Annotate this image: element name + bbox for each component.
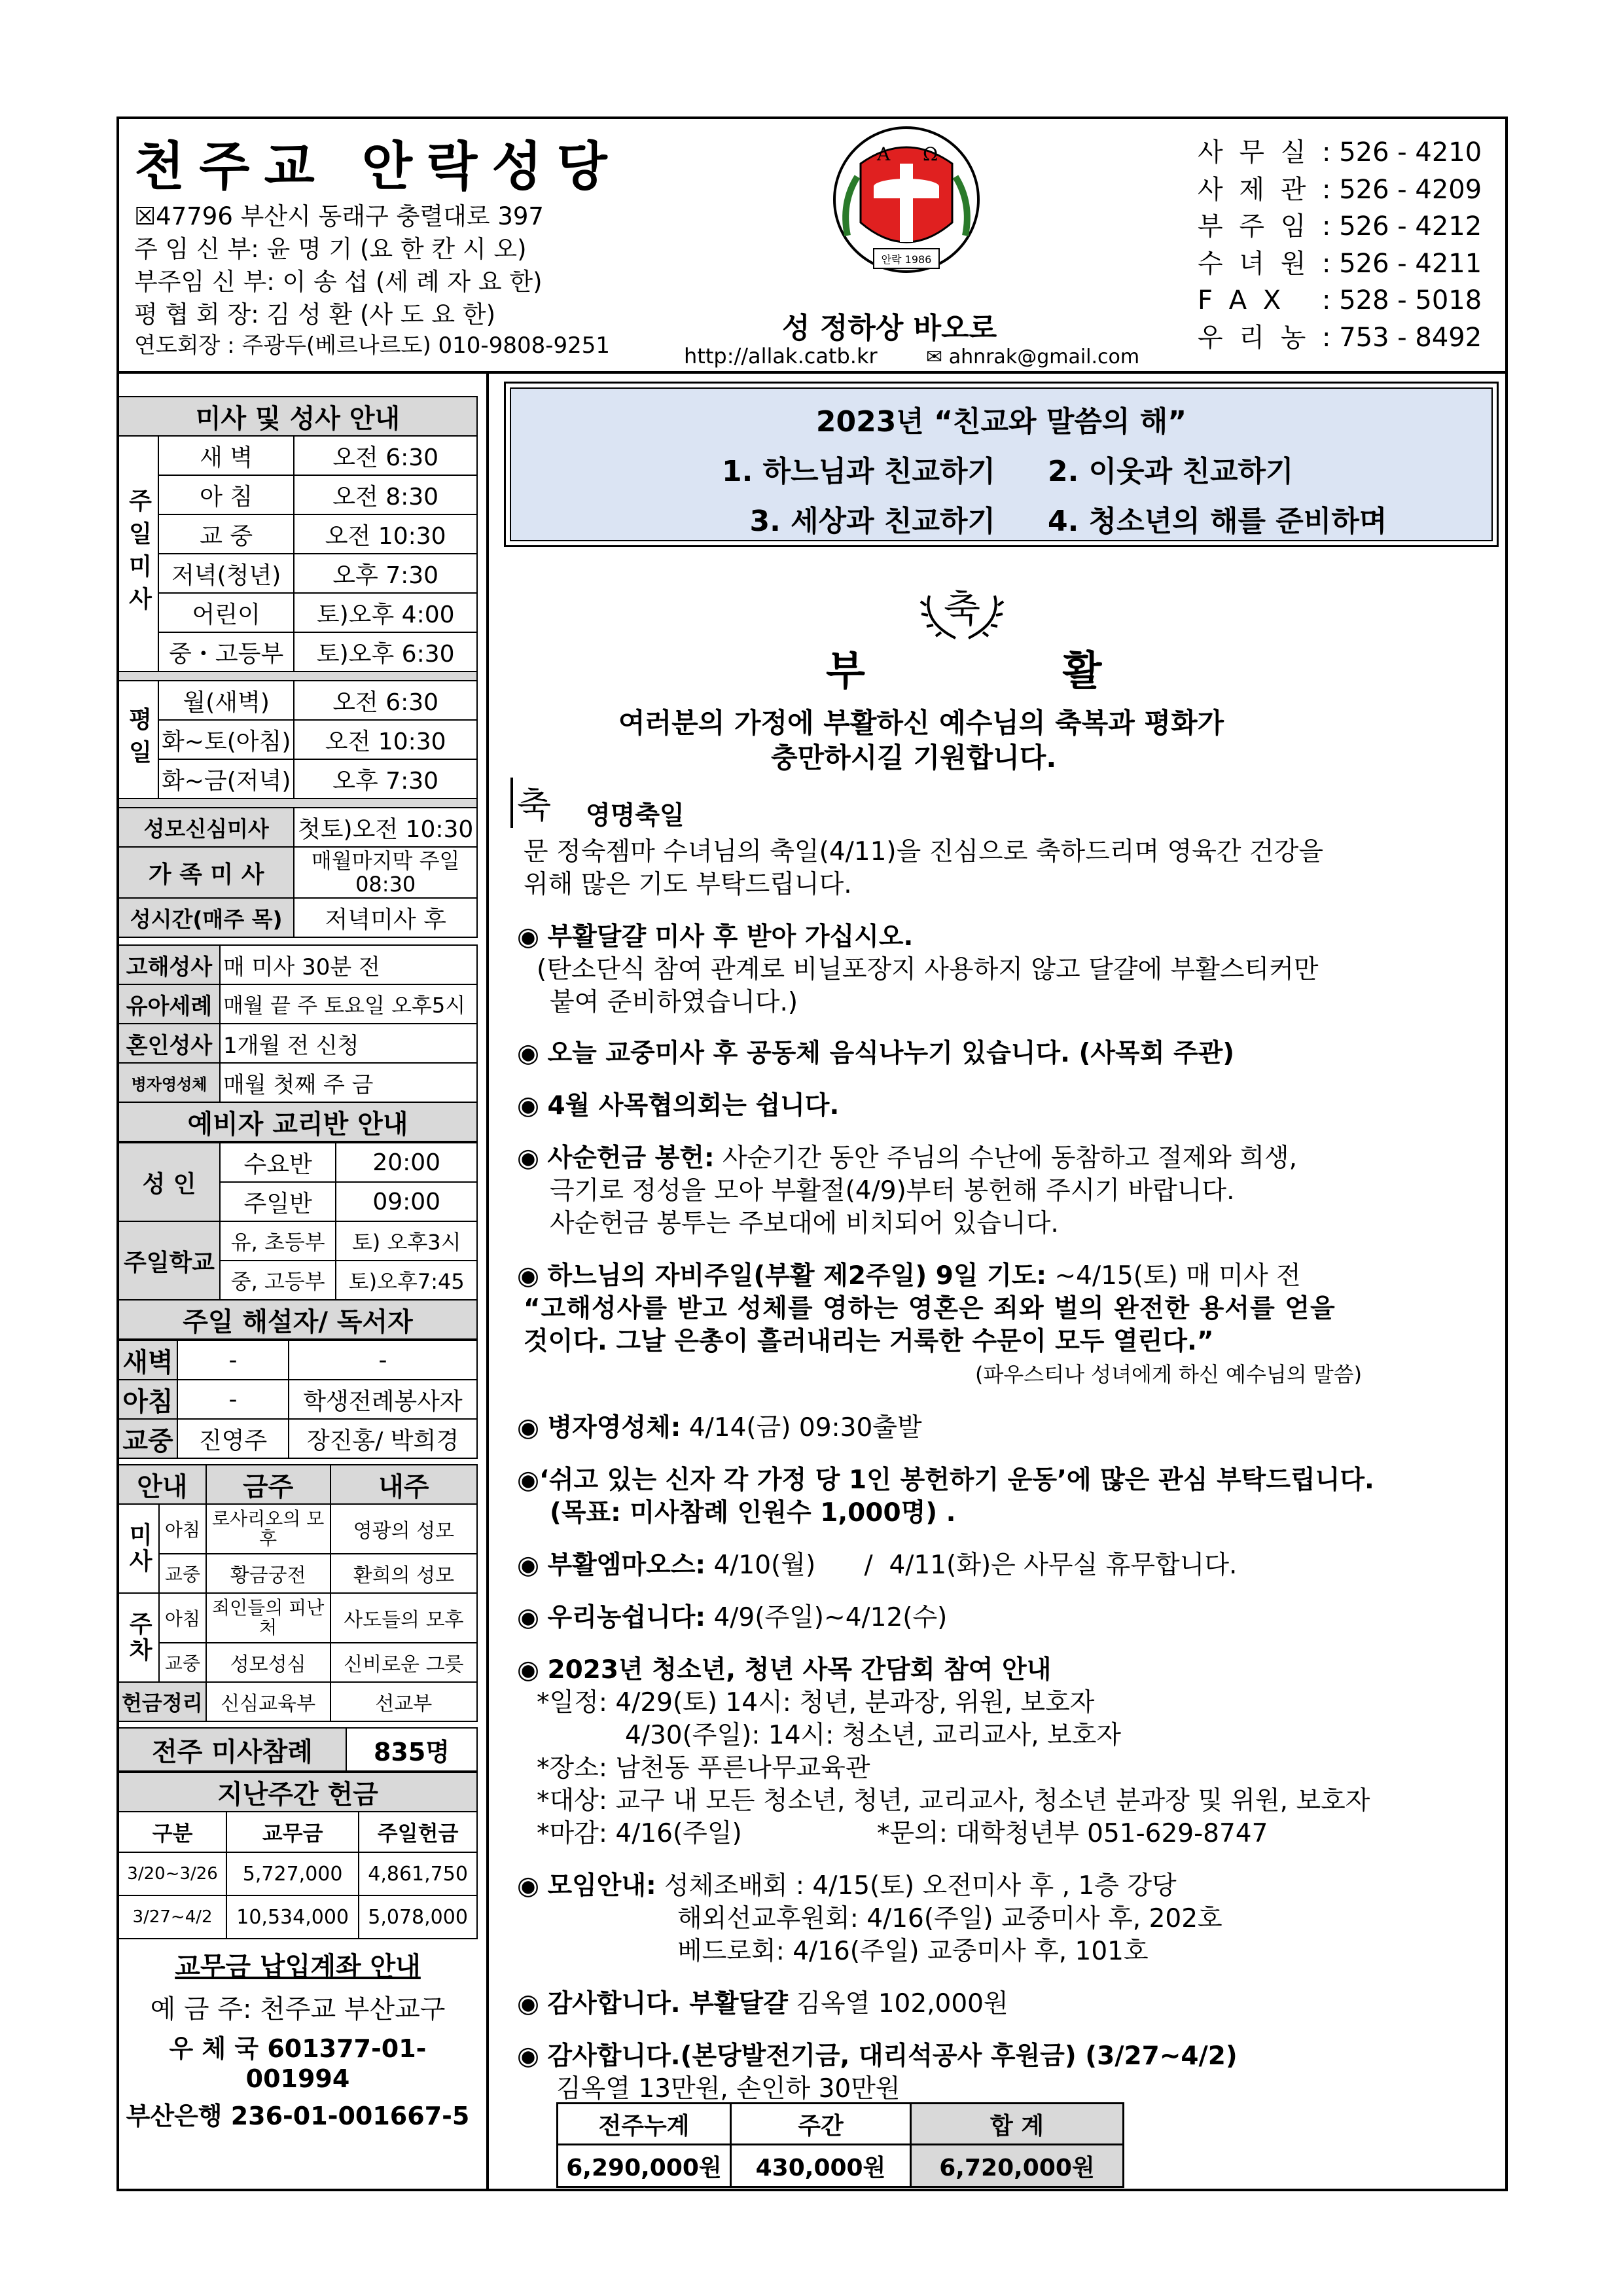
notice-sick-communion: ◉ 병자영성체: 4/14(금) 09:30출발 — [517, 1413, 922, 1443]
fund-table-wrap — [556, 2102, 1124, 2188]
sacrament-value: 매 미사 30분 전 — [220, 945, 477, 984]
catechism-class: 중, 고등부 — [220, 1261, 336, 1300]
duty-next: 사도들의 모후 — [330, 1593, 477, 1643]
catechism-time: 09:00 — [336, 1182, 477, 1221]
collection-header: 주일헌금 — [359, 1812, 477, 1852]
bullet-icon: ◉ — [517, 1091, 540, 1121]
bullet-icon: ◉ — [517, 1871, 540, 1901]
notice-line: 극기로 정성을 모아 부활절(4/9)부터 봉헌해 주시기 바랍니다. — [550, 1176, 1235, 1206]
catechism-group: 주일학교 — [118, 1221, 220, 1300]
collection-header: 교무금 — [226, 1812, 359, 1852]
reader-mass: 아침 — [118, 1380, 177, 1419]
sacrament-name: 병자영성체 — [118, 1063, 220, 1102]
catechism-time: 토)오후7:45 — [336, 1261, 477, 1300]
bullet-icon: ◉ — [517, 2041, 540, 2071]
elder-president: 연도회장 : 주광두(베르나르도) 010-9808-9251 — [134, 332, 611, 359]
collection-dues: 5,727,000 — [226, 1852, 359, 1895]
catechism-time: 20:00 — [336, 1143, 477, 1182]
notice-lent-offering: ◉ 사순헌금 봉헌: 사순기간 동안 주님의 수난에 동참하고 절제와 희생, — [517, 1143, 1297, 1173]
reader: 학생전례봉사자 — [289, 1380, 477, 1419]
mass-time: 토)오후 6:30 — [294, 632, 477, 672]
svg-text:Ω: Ω — [923, 143, 938, 165]
address: ☒47796 부산시 동래구 충렬대로 397 — [134, 202, 544, 230]
catechism-class: 유, 초등부 — [220, 1221, 336, 1261]
offering-sort-this: 신심교육부 — [206, 1682, 330, 1721]
notice-line: (탄소단식 참여 관계로 비닐포장지 사용하지 않고 달걀에 부활스티커만 — [537, 955, 1319, 984]
sacrament-name: 유아세례 — [118, 984, 220, 1024]
mass-name: 저녁(청년) — [158, 554, 294, 593]
collection-period: 3/27~4/2 — [118, 1895, 226, 1939]
mass-name: 화~금(저녁) — [158, 759, 294, 798]
commentator: - — [177, 1380, 289, 1419]
bullet-icon: ◉ — [517, 922, 540, 952]
logo-text: 안락 1986 — [881, 253, 932, 266]
easter-message-line2: 충만하시길 기원합니다. — [771, 742, 1057, 774]
notice-line: *일정: 4/29(토) 14시: 청년, 분과장, 위원, 보호자 — [537, 1688, 1095, 1717]
feast-title: 영명축일 — [586, 801, 685, 831]
header-divider — [116, 371, 1508, 374]
catechism-class: 주일반 — [220, 1182, 336, 1221]
notice-line: *대상: 교구 내 모든 청소년, 청년, 교리교사, 청소년 분과장 및 위원, 보호자 — [537, 1786, 1370, 1816]
mail-icon: ✉ — [926, 346, 949, 368]
commentator: - — [177, 1340, 289, 1380]
account-bank: 부산은행 236-01-001667-5 — [126, 2102, 470, 2130]
mass-time: 오전 8:30 — [294, 475, 477, 514]
offering-sort-label: 헌금정리 — [118, 1682, 206, 1721]
duty-next: 영광의 성모 — [330, 1504, 477, 1554]
notice-quote: “고해성사를 받고 성체를 영하는 영혼은 죄와 벌의 완전한 용서를 얻을 — [524, 1294, 1336, 1323]
duty-mass: 아침 — [159, 1593, 205, 1643]
fund-header: 합 계 — [911, 2104, 1124, 2145]
notice-uri-farm: ◉ 우리농쉽니다: 4/9(주일)~4/12(수) — [517, 1603, 948, 1632]
notice-resting-believers: ◉‘쉬고 있는 신자 각 가정 당 1인 봉헌하기 운동’에 많은 관심 부탁드립니다. — [517, 1465, 1374, 1495]
readers-table — [118, 1340, 478, 1459]
mass-time: 오전 6:30 — [294, 436, 477, 475]
collection-period: 3/20~3/26 — [118, 1852, 226, 1895]
mass-name: 새 벽 — [158, 436, 294, 475]
sunday-label: 주일미사 — [118, 436, 158, 672]
sacrament-value: 1개월 전 신청 — [220, 1024, 477, 1063]
quote-source: (파우스티나 성녀에게 하신 예수님의 말씀) — [975, 1362, 1363, 1387]
easter-title: 부 활 — [826, 647, 1194, 694]
notice-line: 사순헌금 봉투는 주보대에 비치되어 있습니다. — [550, 1209, 1059, 1238]
duty-header: 안내 — [118, 1465, 206, 1504]
left-column — [118, 396, 478, 2132]
sacrament-name: 혼인성사 — [118, 1024, 220, 1063]
mass-time: 오후 7:30 — [294, 554, 477, 593]
special-mass-name: 성모신심미사 — [118, 808, 294, 847]
notice-line: 붙여 준비하였습니다.) — [550, 988, 798, 1017]
reader: - — [289, 1340, 477, 1380]
duty-this: 죄인들의 피난처 — [206, 1593, 330, 1643]
sacrament-value: 매월 첫째 주 금 — [220, 1063, 477, 1102]
fund-value: 6,290,000원 — [558, 2145, 731, 2187]
catechism-title: 예비자 교리반 안내 — [118, 1102, 477, 1141]
easter-message-line1: 여러분의 가정에 부활하신 예수님의 축복과 평화가 — [618, 707, 1224, 739]
mass-time: 오후 7:30 — [294, 759, 477, 798]
feast-line: 문 정숙젬마 수녀님의 축일(4/11)을 진심으로 축하드리며 영육간 건강을 — [524, 837, 1323, 867]
theme-title: 2023년 “친교와 말씀의 해” — [815, 405, 1187, 439]
collection-header: 구분 — [118, 1812, 226, 1852]
mass-time: 오전 10:30 — [294, 720, 477, 759]
duty-this: 로사리오의 모후 — [206, 1504, 330, 1554]
feast-icon: 축 — [510, 778, 551, 828]
notice-youth-meeting: ◉ 2023년 청소년, 청년 사목 간담회 참여 안내 — [517, 1655, 1052, 1685]
council-president: 평 협 회 장: 김 성 환 (사 도 요 한) — [134, 300, 496, 329]
fund-header: 전주누계 — [558, 2104, 731, 2145]
offering-sort-next: 선교부 — [330, 1682, 477, 1721]
pastor: 주 임 신 부: 윤 명 기 (요 한 칸 시 오) — [134, 235, 527, 263]
church-logo — [821, 124, 991, 288]
account-post: 우 체 국 601377-01-001994 — [169, 2034, 427, 2093]
duty-this: 황금궁전 — [206, 1554, 330, 1593]
contact-list: 사 무 실 : 526 - 4210 사 제 관 : 526 - 4209 부 주 임 : 526 - 4212 수 녀 원 : 526 - 4211 F A X : 528 - 5018 우 리 농 : 753 - 8492 — [1198, 137, 1482, 353]
catechism-table — [118, 1142, 478, 1340]
mass-name: 화~토(아침) — [158, 720, 294, 759]
sacrament-value: 매월 끝 주 토요일 오후5시 — [220, 984, 477, 1024]
sacraments-table — [118, 944, 478, 1142]
duty-header: 금주 — [206, 1465, 330, 1504]
sacrament-name: 고해성사 — [118, 945, 220, 984]
account-holder: 예 금 주: 천주교 부산교구 — [150, 1994, 446, 2024]
fund-value: 430,000원 — [731, 2145, 911, 2187]
assistant-pastor: 부주임 신 부: 이 송 섭 (세 례 자 요 한) — [134, 268, 543, 296]
theme-item: 4. 청소년의 해를 준비하며 — [1048, 505, 1387, 538]
special-mass-name: 가 족 미 사 — [118, 847, 294, 898]
duty-group: 주차 — [118, 1593, 159, 1682]
mass-time: 오전 6:30 — [294, 681, 477, 720]
bullet-icon: ◉ — [517, 1551, 540, 1580]
reader-mass: 교중 — [118, 1419, 177, 1458]
notice-food-sharing: ◉ 오늘 교중미사 후 공동체 음식나누기 있습니다. (사목회 주관) — [517, 1039, 1235, 1068]
theme-item: 3. 세상과 친교하기 — [749, 505, 995, 538]
attendance-table — [118, 1727, 478, 1772]
theme-box — [504, 382, 1499, 547]
bullet-icon: ◉ — [517, 1603, 540, 1632]
notice-line: *장소: 남천동 푸른나무교육관 — [537, 1753, 870, 1783]
celebration-emblem — [916, 576, 1008, 648]
bullet-icon: ◉ — [517, 1465, 540, 1495]
collection-title: 지난주간 헌금 — [118, 1772, 477, 1812]
notice-divine-mercy: ◉ 하느님의 자비주일(부활 제2주일) 9일 기도: ~4/15(토) 매 미사 전 — [517, 1261, 1301, 1291]
special-mass-name: 성시간(매주 목) — [118, 898, 294, 937]
notice-emmaus: ◉ 부활엠마오스: 4/10(월) / 4/11(화)은 사무실 휴무합니다. — [517, 1551, 1238, 1580]
notice-line: (목표: 미사참례 인원수 1,000명) . — [550, 1498, 956, 1528]
catechism-time: 토) 오후3시 — [336, 1221, 477, 1261]
bullet-icon: ◉ — [517, 1143, 540, 1173]
bullet-icon: ◉ — [517, 1655, 540, 1685]
catechism-group: 성 인 — [118, 1143, 220, 1221]
mass-time: 토)오후 4:00 — [294, 593, 477, 632]
special-mass-time: 저녁미사 후 — [294, 898, 477, 937]
notice-easter-eggs: ◉ 부활달걀 미사 후 받아 가십시오. — [517, 922, 914, 952]
theme-item: 1. 하느님과 친교하기 — [722, 455, 995, 488]
celebration-mark: 축 — [943, 586, 981, 631]
mass-name: 교 중 — [158, 514, 294, 554]
notice-thanks-fund: ◉ 감사합니다.(본당발전기금, 대리석공사 후원금) (3/27~4/2) — [517, 2041, 1238, 2071]
duty-table — [118, 1464, 478, 1722]
readers-title: 주일 해설자/ 독서자 — [118, 1300, 477, 1339]
special-mass-time: 매월마지막 주일 08:30 — [294, 847, 477, 898]
mass-time: 오전 10:30 — [294, 514, 477, 554]
duty-group: 미사 — [118, 1504, 159, 1593]
mass-name: 어린이 — [158, 593, 294, 632]
notice-council: ◉ 4월 사목협의회는 쉽니다. — [517, 1091, 840, 1121]
duty-header: 내주 — [330, 1465, 477, 1504]
bullet-icon: ◉ — [517, 1413, 540, 1443]
notice-line: 4/30(주일): 14시: 청소년, 교리교사, 보호자 — [625, 1721, 1122, 1750]
notice-line: 해외선교후원회: 4/16(주일) 교중미사 후, 202호 — [677, 1904, 1222, 1933]
collection-sunday: 4,861,750 — [359, 1852, 477, 1895]
reader-mass: 새벽 — [118, 1340, 177, 1380]
duty-this: 성모성심 — [206, 1643, 330, 1682]
duty-next: 신비로운 그릇 — [330, 1643, 477, 1682]
mass-schedule-table — [118, 396, 478, 938]
theme-item: 2. 이웃과 친교하기 — [1048, 455, 1294, 488]
attendance-value: 835명 — [346, 1728, 477, 1771]
commentator: 진영주 — [177, 1419, 289, 1458]
reader: 장진홍/ 박희경 — [289, 1419, 477, 1458]
feast-line: 위해 많은 기도 부탁드립니다. — [524, 870, 852, 899]
email-link[interactable]: ✉ ahnrak@gmail.com — [926, 346, 1140, 368]
mass-name: 월(새벽) — [158, 681, 294, 720]
duty-mass: 아침 — [159, 1504, 205, 1554]
duty-mass: 교중 — [159, 1554, 205, 1593]
patron-saint: 성 정하상 바오로 — [782, 312, 997, 345]
notice-quote: 것이다. 그날 은총이 흘러내리는 거룩한 수문이 모두 열린다.” — [524, 1327, 1214, 1356]
collection-table — [118, 1772, 478, 1939]
notice-line: 김옥열 13만원, 손인하 30만원 — [556, 2074, 901, 2104]
notice-line: *문의: 대학청년부 051-629-8747 — [877, 1819, 1268, 1848]
duty-next: 환희의 성모 — [330, 1554, 477, 1593]
collection-sunday: 5,078,000 — [359, 1895, 477, 1939]
bullet-icon: ◉ — [517, 1261, 540, 1291]
catechism-class: 수요반 — [220, 1143, 336, 1182]
church-name: 천주교 안락성당 — [134, 136, 622, 197]
account-title: 교무금 납입계좌 안내 — [175, 1952, 421, 1982]
weekday-label: 평일 — [118, 681, 158, 798]
fund-table — [556, 2102, 1124, 2188]
website-link[interactable]: http://allak.catb.kr — [684, 344, 878, 368]
notice-line: *마감: 4/16(주일) — [537, 1819, 742, 1848]
bullet-icon: ◉ — [517, 1989, 540, 2018]
duty-mass: 교중 — [159, 1643, 205, 1682]
special-mass-time: 첫토)오전 10:30 — [294, 808, 477, 847]
fund-header: 주간 — [731, 2104, 911, 2145]
column-divider — [486, 371, 489, 2191]
notice-thanks-eggs: ◉ 감사합니다. 부활달걀 김옥열 102,000원 — [517, 1989, 1008, 2018]
mass-title: 미사 및 성사 안내 — [118, 397, 477, 436]
notice-line: 베드로회: 4/16(주일) 교중미사 후, 101호 — [677, 1937, 1149, 1966]
bullet-icon: ◉ — [517, 1039, 540, 1068]
mass-name: 아 침 — [158, 475, 294, 514]
svg-text:A: A — [877, 143, 891, 165]
collection-dues: 10,534,000 — [226, 1895, 359, 1939]
attendance-label: 전주 미사참례 — [118, 1728, 346, 1771]
fund-value: 6,720,000원 — [911, 2145, 1124, 2187]
mass-name: 중・고등부 — [158, 632, 294, 672]
notice-meetings: ◉ 모임안내: 성체조배회 : 4/15(토) 오전미사 후 , 1층 강당 — [517, 1871, 1177, 1901]
